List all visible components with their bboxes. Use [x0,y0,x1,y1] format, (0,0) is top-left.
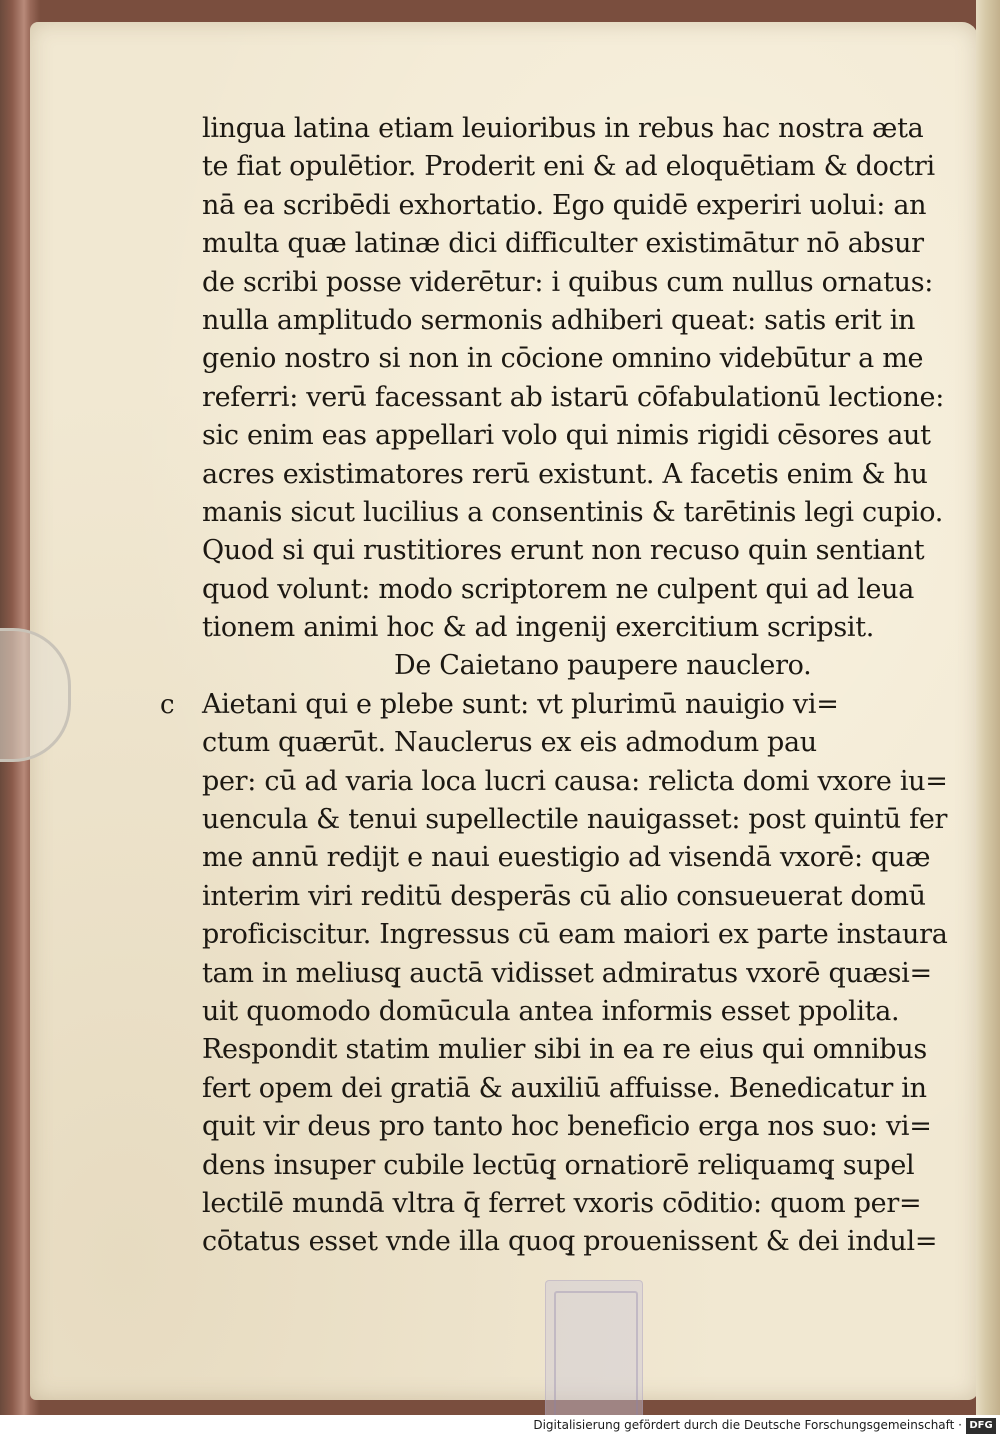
footer-bar [0,1415,1000,1438]
story-line: uencula & tenui supellectile nauigasset: post quintū fer [202,804,948,836]
text-line: tionem animi hoc & ad ingenij exercitium scripsit. [202,612,875,644]
story-line: lectilē mundā vltra q̄ ferret vxoris cōditio: quom per= [202,1187,922,1219]
story-line: fert opem dei gratiā & auxiliū affuisse. Benedicatur in [202,1072,927,1104]
text-line: multa quæ latinæ dici difficulter existimātur nō absur [202,228,924,260]
story-line: me annū redijt e naui euestigio ad visendā vxorē: quæ [202,842,931,874]
dfg-logo-icon: DFG [966,1418,996,1434]
section-heading: De Caietano paupere nauclero. [394,650,812,682]
story-line: cōtatus esset vnde illa quoq̧ prouenissent & dei indul= [202,1226,938,1258]
book-page [30,22,978,1400]
story-line: interim viri reditū desperās cū alio consueuerat domū [202,880,926,912]
text-line: quod volunt: modo scriptorem ne culpent qui ad leua [202,573,915,605]
text-line: Quod si qui rustitiores erunt non recuso quin sentiant [202,535,925,567]
text-line: acres existimatores rerū existunt. A facetis enim & hu [202,458,928,490]
story-line: per: cū ad varia loca lucri causa: relicta domi vxore iu= [202,765,948,797]
page-edge [976,0,1000,1415]
story-line: Aietani qui e plebe sunt: vt plurimū nauigio vi= [202,688,839,720]
text-line: de scribi posse viderētur: i quibus cum nullus ornatus: [202,266,934,298]
library-stamp [545,1280,643,1415]
story-line: uit quomodo domūcula antea informis esset ppolita. [202,995,900,1027]
story-line: quit vir deus pro tanto hoc beneficio erga nos suo: vi= [202,1111,932,1143]
story-first-line [160,686,942,724]
text-line: genio nostro si non in cōcione omnino videbūtur a me [202,343,924,375]
footer-credit: Digitalisierung gefördert durch die Deutsche Forschungsgemeinschaft · [533,1418,962,1432]
text-line: referri: verū facessant ab istarū cōfabulationū lectione: [202,381,945,413]
text-line: nulla amplitudo sermonis adhiberi queat: satis erit in [202,304,916,336]
story-line: tam in meliusq̧ auctā vidisset admiratus vxorē quæsi= [202,957,932,989]
text-line: lingua latina etiam leuioribus in rebus hac nostra æta [202,113,924,144]
text-block [160,110,948,1262]
text-line: sic enim eas appellari volo qui nimis rigidi cēsores aut [202,420,931,452]
story-line: dens insuper cubile lectūq̧ ornatiorē reliquamq̧ supel [202,1149,915,1181]
story-line: proficiscitur. Ingressus cū eam maiori ex parte instaura [202,919,948,951]
text-line: nā ea scribēdi exhortatio. Ego quidē experiri uolui: an [202,189,927,221]
library-stamp-border [554,1291,638,1415]
text-line: te fiat opulētior. Proderit eni & ad eloquētiam & doctri [202,151,935,183]
story-line: Respondit statim mulier sibi in ea re eius qui omnibus [202,1034,927,1066]
text-line: manis sicut lucilius a consentinis & tarētinis legi cupio. [202,496,944,528]
initial-letter-guide: c [160,689,175,720]
story-line: ctum quærūt. Nauclerus ex eis admodum pau [202,727,817,759]
